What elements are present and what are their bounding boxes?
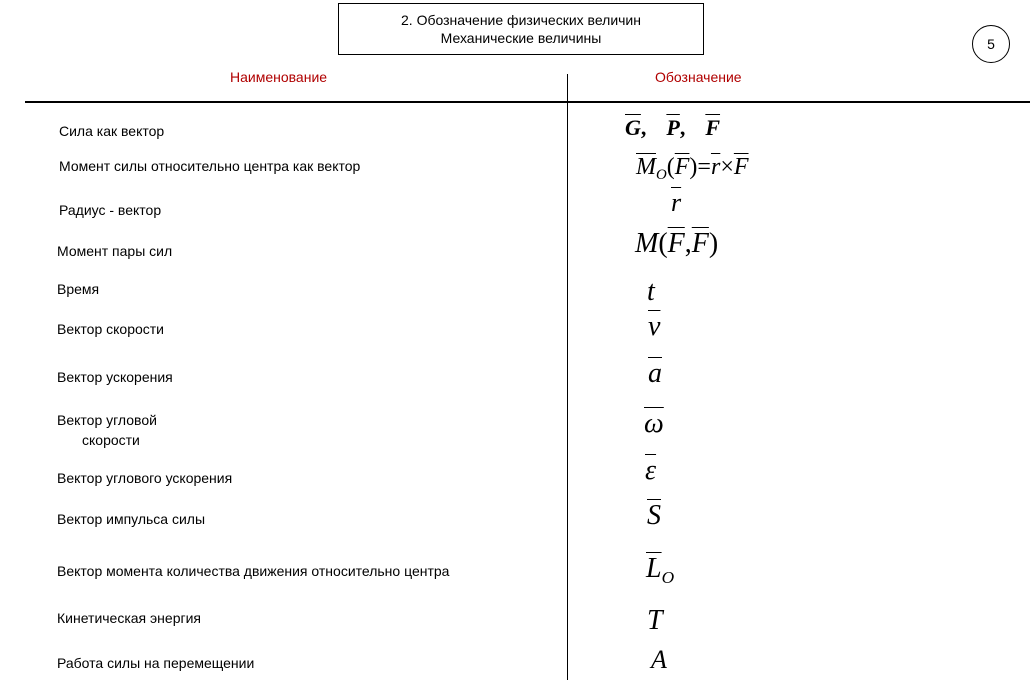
row-name-acceleration: Вектор ускорения — [57, 369, 173, 385]
row-name-angular-velocity-line1: Вектор угловой — [57, 412, 157, 428]
title-box — [338, 3, 704, 55]
row-name-couple: Момент пары сил — [57, 243, 173, 259]
row-name-kinetic-energy: Кинетическая энергия — [57, 610, 201, 626]
header-divider — [25, 101, 1030, 103]
row-name-time: Время — [57, 281, 100, 297]
symbol-force: $\overline{G}$, $\overline{P}$, $\overline{F}$ — [625, 115, 721, 140]
symbol-acceleration: $\overline{a}$ — [648, 358, 662, 389]
row-name-velocity: Вектор скорости — [57, 321, 164, 337]
symbol-radius: $\overline{r}$ — [671, 188, 682, 217]
symbol-angular-velocity: $\overline{\omega}$ — [644, 408, 664, 439]
symbol-kinetic-energy: T — [647, 605, 663, 636]
section-subtitle: Механические величины — [440, 30, 602, 46]
symbol-angular-acceleration: $\overline{\varepsilon}$ — [645, 455, 657, 486]
column-divider — [567, 74, 568, 680]
row-name-angular-momentum: Вектор момента количества движения относительно центра — [57, 563, 450, 579]
row-name-impulse: Вектор импульса силы — [57, 511, 206, 527]
symbol-velocity: $\overline{v}$ — [648, 311, 661, 342]
row-name-angular-velocity-line2: скорости — [82, 432, 140, 448]
symbol-couple: $M(\overline{F},\overline{F})$ — [635, 228, 719, 259]
row-name-angular-acceleration: Вектор углового ускорения — [57, 470, 233, 486]
symbol-moment-force: $\overline{M}_O(\overline{F})=\overline{r}\times\overline{F}$ — [636, 154, 749, 184]
row-name-work: Работа силы на перемещении — [57, 655, 255, 671]
row-name-force: Сила как вектор — [59, 123, 165, 139]
symbol-work: A — [651, 645, 667, 674]
row-name-moment-force: Момент силы относительно центра как вектор — [59, 158, 361, 174]
page-number: 5 — [972, 25, 1010, 63]
column-header-symbol: Обозначение — [655, 69, 742, 85]
column-header-name: Наименование — [230, 69, 328, 85]
row-name-angular-velocity — [57, 410, 157, 450]
symbol-impulse: $\overline{S}$ — [647, 500, 661, 531]
section-title: 2. Обозначение физических величин — [401, 12, 641, 28]
symbol-time: t — [647, 276, 655, 307]
row-name-radius: Радиус - вектор — [59, 202, 162, 218]
symbol-angular-momentum: $\overline{L}_O$ — [646, 553, 675, 588]
